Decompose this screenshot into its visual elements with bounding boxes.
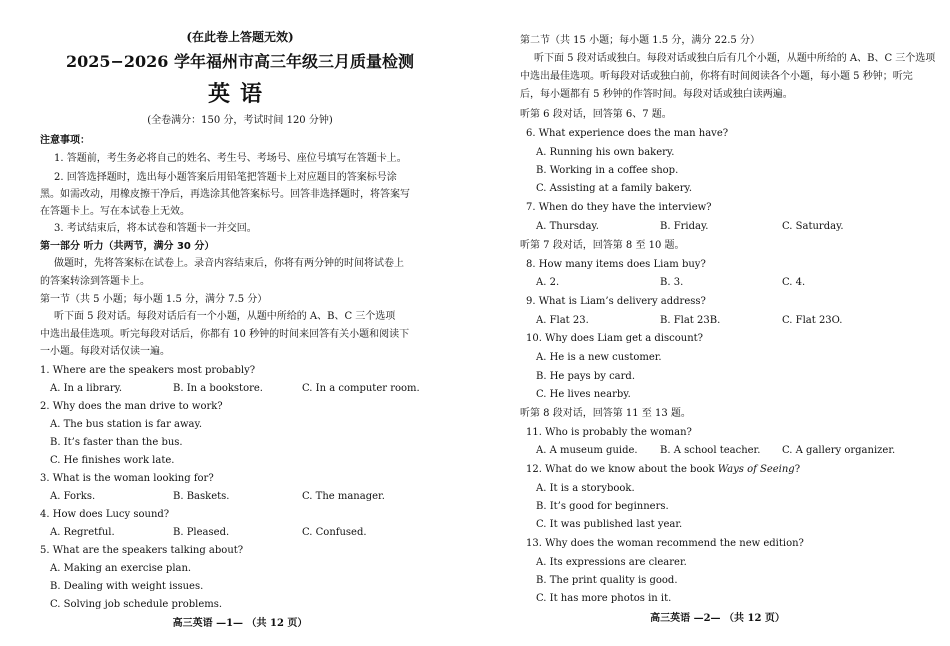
- score-info: (全卷满分：150 分，考试时间 120 分钟): [147, 115, 333, 126]
- q11-option-b[interactable]: B. A school teacher.: [660, 445, 761, 456]
- section2-heading: 第二节（共 15 小题；每小题 1.5 分，满分 22.5 分）: [520, 35, 760, 46]
- q2-option-c[interactable]: C. He finishes work late.: [50, 455, 175, 466]
- part1-heading: 第一部分 听力（共两节，满分 30 分）: [40, 241, 215, 252]
- question-1: 1. Where are the speakers most probably?: [40, 365, 256, 376]
- question-12-text: 12. What do we know about the book: [526, 464, 718, 475]
- question-3: 3. What is the woman looking for?: [40, 473, 214, 484]
- q13-option-b[interactable]: B. The print quality is good.: [536, 575, 678, 586]
- exam-title: 2025−2026 学年福州市高三年级三月质量检测: [65, 52, 415, 71]
- q4-option-c[interactable]: C. Confused.: [302, 527, 367, 538]
- q1-option-b[interactable]: B. In a bookstore.: [173, 383, 263, 394]
- q6-option-b[interactable]: B. Working in a coffee shop.: [536, 165, 679, 176]
- q2-option-b[interactable]: B. It’s faster than the bus.: [50, 437, 183, 448]
- question-9: 9. What is Liam’s delivery address?: [526, 296, 706, 307]
- q9-option-c[interactable]: C. Flat 23O.: [782, 315, 843, 326]
- question-4: 4. How does Lucy sound?: [40, 509, 170, 520]
- note-2-line-3: 在答题卡上。写在本试卷上无效。: [40, 206, 190, 217]
- q2-option-a[interactable]: A. The bus station is far away.: [50, 419, 203, 430]
- group-8-heading: 听第 8 段对话，回答第 11 至 13 题。: [520, 408, 691, 419]
- note-3: 3. 考试结束后，将本试卷和答题卡一并交回。: [54, 223, 257, 234]
- q8-option-a[interactable]: A. 2.: [536, 277, 560, 288]
- subject-title: 英语: [207, 81, 272, 107]
- q7-option-a[interactable]: A. Thursday.: [536, 221, 599, 232]
- part1-intro-line-2: 的答案转涂到答题卡上。: [40, 276, 150, 287]
- group-6-heading: 听第 6 段对话，回答第 6、7 题。: [520, 109, 672, 120]
- question-12: [526, 463, 800, 477]
- q6-option-a[interactable]: A. Running his own bakery.: [536, 147, 675, 158]
- question-8: 8. How many items does Liam buy?: [526, 259, 706, 270]
- q12-option-b[interactable]: B. It’s good for beginners.: [536, 501, 669, 512]
- q3-option-a[interactable]: A. Forks.: [50, 491, 96, 502]
- q7-option-b[interactable]: B. Friday.: [660, 221, 709, 232]
- group-7-heading: 听第 7 段对话，回答第 8 至 10 题。: [520, 240, 685, 251]
- q1-option-a[interactable]: A. In a library.: [50, 383, 123, 394]
- question-6: 6. What experience does the man have?: [526, 128, 729, 139]
- q13-option-c[interactable]: C. It has more photos in it.: [536, 593, 672, 604]
- question-5: 5. What are the speakers talking about?: [40, 545, 244, 556]
- q4-option-a[interactable]: A. Regretful.: [50, 527, 115, 538]
- part1-intro-line-1: 做题时，先将答案标在试卷上。录音内容结束后，你将有两分钟的时间将试卷上: [54, 258, 404, 269]
- question-13: 13. Why does the woman recommend the new edition?: [526, 538, 804, 549]
- question-12-end: ?: [794, 464, 801, 475]
- q11-option-c[interactable]: C. A gallery organizer.: [782, 445, 896, 456]
- question-10: 10. Why does Liam get a discount?: [526, 333, 704, 344]
- page-1: [40, 0, 440, 646]
- q3-option-c[interactable]: C. The manager.: [302, 491, 385, 502]
- q1-option-c[interactable]: C. In a computer room.: [302, 383, 420, 394]
- section1-intro-line-2: 中选出最佳选项。听完每段对话后，你都有 10 秒钟的时间来回答有关小题和阅读下: [40, 329, 410, 340]
- q10-option-b[interactable]: B. He pays by card.: [536, 371, 635, 382]
- q10-option-a[interactable]: A. He is a new customer.: [536, 352, 662, 363]
- section2-intro-line-1: 听下面 5 段对话或独白。每段对话或独白后有几个小题，从题中所给的 A、B、C 三个选项: [534, 53, 936, 64]
- note-1: 1. 答题前，考生务必将自己的姓名、考生号、考场号、座位号填写在答题卡上。: [54, 153, 407, 164]
- q10-option-c[interactable]: C. He lives nearby.: [536, 389, 631, 400]
- question-11: 11. Who is probably the woman?: [526, 427, 692, 438]
- q8-option-c[interactable]: C. 4.: [782, 277, 806, 288]
- q5-option-b[interactable]: B. Dealing with weight issues.: [50, 581, 204, 592]
- q4-option-b[interactable]: B. Pleased.: [173, 527, 230, 538]
- page-2: [520, 0, 936, 646]
- section2-intro-line-2: 中选出最佳选项。听每段对话或独白前，你将有时间阅读各个小题，每小题 5 秒钟；听完: [520, 71, 913, 82]
- note-2-line-2: 黑。如需改动，用橡皮擦干净后，再选涂其他答案标号。回答非选择题时，将答案写: [40, 189, 410, 200]
- q9-option-b[interactable]: B. Flat 23B.: [660, 315, 721, 326]
- notes-heading: 注意事项：: [40, 135, 90, 146]
- section1-intro-line-1: 听下面 5 段对话。每段对话后有一个小题，从题中所给的 A、B、C 三个选项: [54, 311, 396, 322]
- q3-option-b[interactable]: B. Baskets.: [173, 491, 230, 502]
- q12-option-a[interactable]: A. It is a storybook.: [536, 483, 635, 494]
- q9-option-a[interactable]: A. Flat 23.: [536, 315, 589, 326]
- q6-option-c[interactable]: C. Assisting at a family bakery.: [536, 183, 692, 194]
- section2-intro-line-3: 后，每小题都有 5 秒钟的作答时间。每段对话或独白读两遍。: [520, 89, 793, 100]
- q5-option-a[interactable]: A. Making an exercise plan.: [50, 563, 192, 574]
- q5-option-c[interactable]: C. Solving job schedule problems.: [50, 599, 223, 610]
- page-1-footer: 高三英语 —1— （共 12 页）: [172, 618, 308, 629]
- question-2: 2. Why does the man drive to work?: [40, 401, 223, 412]
- question-7: 7. When do they have the interview?: [526, 202, 712, 213]
- invalid-note: (在此卷上答题无效): [186, 30, 294, 44]
- q11-option-a[interactable]: A. A museum guide.: [536, 445, 638, 456]
- section1-intro-line-3: 一小题。每段对话仅读一遍。: [40, 346, 170, 357]
- book-title: Ways of Seeing: [717, 464, 795, 475]
- q13-option-a[interactable]: A. Its expressions are clearer.: [536, 557, 687, 568]
- note-2-line-1: 2. 回答选择题时，选出每小题答案后用铅笔把答题卡上对应题目的答案标号涂: [54, 172, 397, 183]
- q12-option-c[interactable]: C. It was published last year.: [536, 519, 683, 530]
- page-2-footer: 高三英语 —2— （共 12 页）: [650, 613, 785, 624]
- q7-option-c[interactable]: C. Saturday.: [782, 221, 844, 232]
- section1-heading: 第一节（共 5 小题；每小题 1.5 分，满分 7.5 分）: [40, 294, 268, 305]
- q8-option-b[interactable]: B. 3.: [660, 277, 684, 288]
